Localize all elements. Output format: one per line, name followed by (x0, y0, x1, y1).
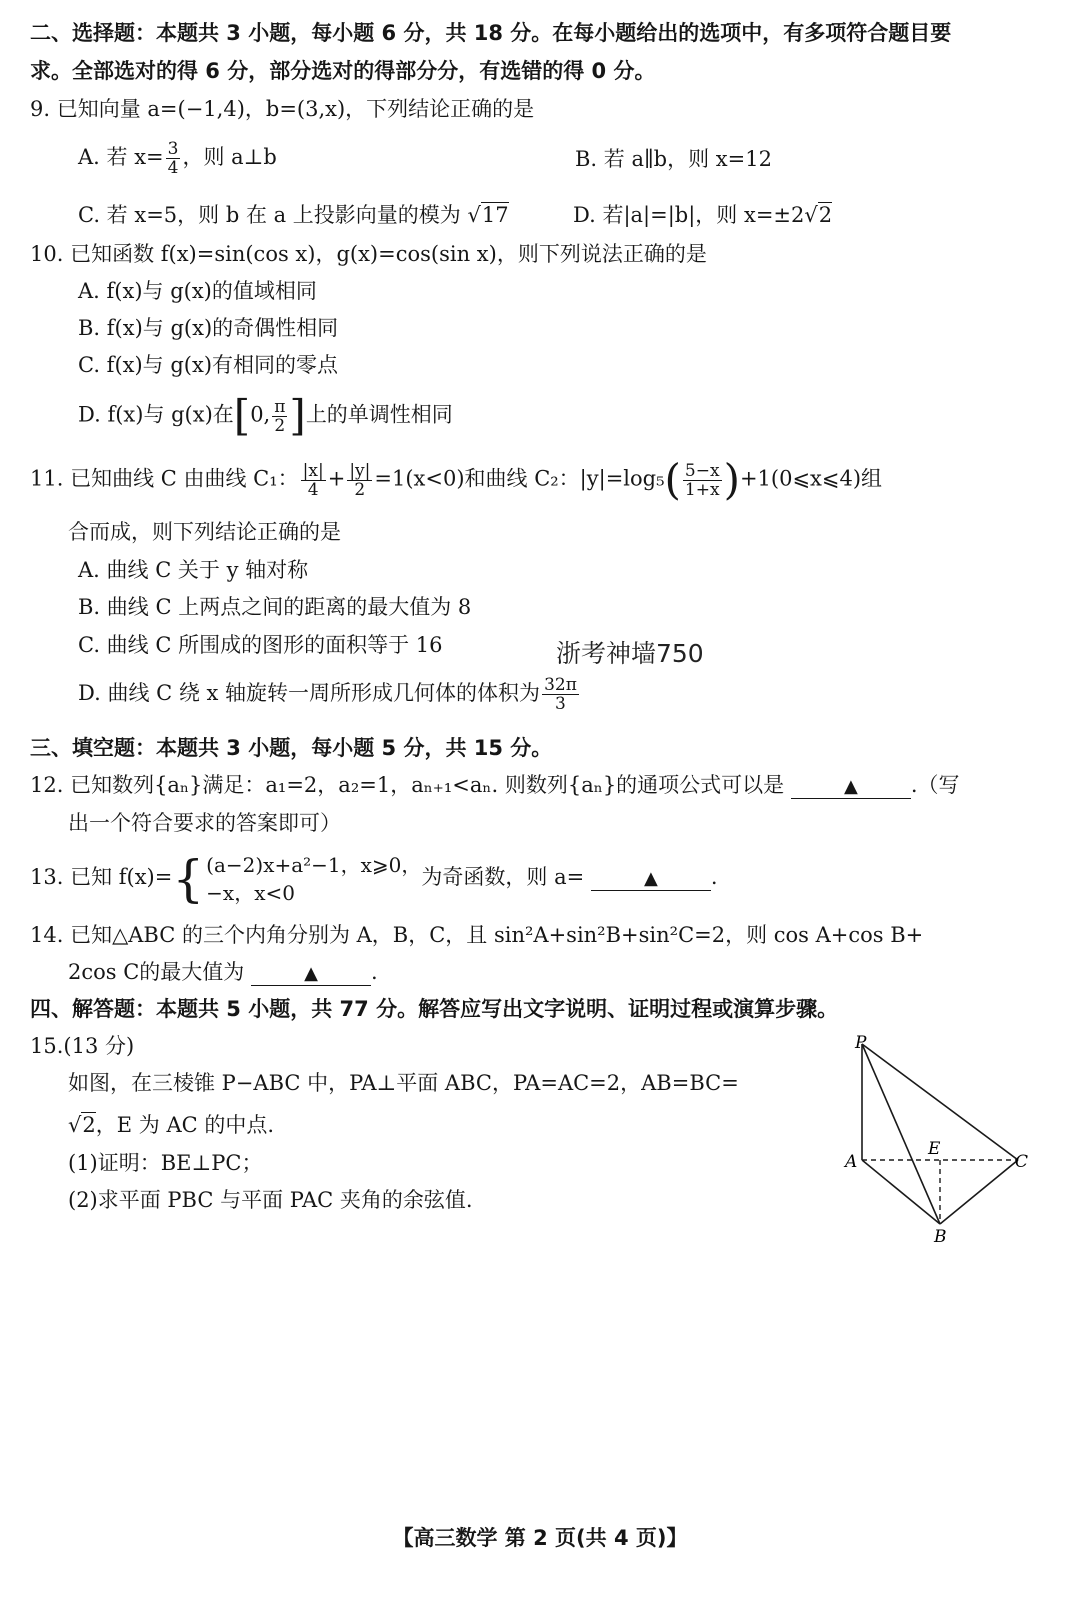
label-E: E (928, 1139, 941, 1159)
q14-line1: 14. 已知△ABC 的三个内角分别为 A，B，C，且 sin²A+sin²B+sin²C=2，则 cos A+cos B+ (30, 923, 924, 947)
q10-option-a: A. f(x)与 g(x)的值域相同 (78, 279, 317, 303)
q11-right-paren: ) (723, 455, 740, 504)
q10-d-right-bracket: ] (289, 391, 306, 440)
q14-answer-blank[interactable]: ▲ (251, 963, 371, 986)
q15-line2 (68, 1110, 274, 1140)
q9-a-suffix: ，则 a⊥b (182, 145, 277, 169)
pyramid-figure (835, 1030, 1035, 1245)
q10-option-c: C. f(x)与 g(x)有相同的零点 (78, 353, 339, 377)
q10-option-d (78, 391, 1056, 440)
q11-left-paren: ( (664, 455, 681, 504)
q14-end: . (370, 960, 378, 984)
q9-option-d (573, 200, 1056, 230)
q11-d-frac-den: 3 (555, 694, 566, 714)
section2-header-line1: 二、选择题：本题共 3 小题，每小题 6 分，共 18 分。在每小题给出的选项中，有多项符合题目要 (30, 21, 952, 45)
q12-prefix: 12. 已知数列{aₙ}满足：a₁=2，a₂=1，aₙ₊₁<aₙ. 则数列{aₙ}的通项公式可以是 (30, 773, 785, 797)
q13-case2: −x，x<0 (206, 880, 295, 905)
section3-header: 三、填空题：本题共 3 小题，每小题 5 分，共 15 分。 (30, 736, 553, 760)
q11-stem-line1 (30, 455, 1070, 506)
q12-line1 (30, 770, 1056, 800)
q13-brace: { (172, 849, 205, 908)
q9-c-root: 17 (481, 203, 509, 227)
q9-a-fraction (166, 140, 181, 177)
label-A: A (845, 1152, 858, 1172)
q10-d-frac-num: π (274, 396, 286, 417)
label-C: C (1015, 1152, 1029, 1172)
q11-frac1 (301, 462, 326, 499)
q9-d-prefix: D. 若|a|=|b|，则 x=±2√ (573, 203, 818, 227)
q10-option-b: B. f(x)与 g(x)的奇偶性相同 (78, 316, 339, 340)
q9-d-root: 2 (818, 203, 833, 227)
q9-a-prefix: A. 若 x= (78, 145, 164, 169)
q15-title: 15.(13 分) (30, 1034, 135, 1058)
q9-a-frac-num: 3 (167, 139, 179, 159)
q12-answer-blank[interactable]: ▲ (791, 776, 911, 799)
q11-f2-den: 2 (354, 479, 366, 500)
q10-d-prefix: D. f(x)与 g(x)在 (78, 402, 234, 427)
q11-plus: + (327, 466, 346, 491)
q11-d-frac-num: 32π (544, 675, 577, 695)
q14-line2-prefix: 2cos C的最大值为 (68, 960, 245, 984)
edge-BC (940, 1160, 1018, 1224)
q13-answer-blank[interactable]: ▲ (591, 868, 711, 891)
q13-suffix: 为奇函数，则 a= (421, 865, 585, 889)
q11-f3-num: 5−x (684, 460, 720, 481)
q11-d-fraction (542, 676, 579, 713)
q10-d-suffix: 上的单调性相同 (305, 402, 453, 427)
q13-end: . (710, 865, 718, 889)
q9-c-prefix: C. 若 x=5，则 b 在 a 上投影向量的模为 √ (78, 203, 481, 227)
q15-line2-suffix: ，E 为 AC 的中点. (95, 1113, 275, 1137)
q15-part1: (1)证明：BE⊥PC； (68, 1151, 263, 1175)
q11-f1-num: |x| (302, 460, 324, 481)
q11-stem-prefix: 11. 已知曲线 C 由曲线 C₁： (30, 466, 299, 491)
q11-d-prefix: D. 曲线 C 绕 x 轴旋转一周所形成几何体的体积为 (78, 681, 541, 705)
section4-header: 四、解答题：本题共 5 小题，共 77 分。解答应写出文字说明、证明过程或演算步骤。 (30, 997, 839, 1021)
q10-d-left-bracket: [ (233, 391, 251, 440)
q11-f2-num: |y| (349, 460, 371, 481)
q11-option-a: A. 曲线 C 关于 y 轴对称 (78, 558, 309, 582)
q10-d-frac-den: 2 (274, 415, 286, 436)
q10-d-fraction (272, 398, 287, 435)
q10-stem: 10. 已知函数 f(x)=sin(cos x)，g(x)=cos(sin x)，则下列说法正确的是 (30, 242, 707, 266)
q15-sqrt-root: 2 (82, 1113, 96, 1137)
q11-option-d (78, 676, 1056, 722)
q11-tail: +1(0⩽x⩽4)组 (739, 466, 883, 491)
q11-option-b: B. 曲线 C 上两点之间的距离的最大值为 8 (78, 595, 472, 619)
edge-PB (862, 1044, 940, 1224)
q9-stem: 9. 已知向量 a=(−1,4)，b=(3,x)，下列结论正确的是 (30, 97, 535, 121)
q9-option-b: B. 若 a∥b，则 x=12 (575, 147, 772, 171)
q15-part2: (2)求平面 PBC 与平面 PAC 夹角的余弦值. (68, 1188, 473, 1212)
q13-line (30, 845, 1056, 909)
q12-line2: 出一个符合要求的答案即可） (68, 811, 341, 835)
q11-frac2 (347, 462, 372, 499)
q11-f3-den: 1+x (684, 479, 720, 500)
watermark-text: 浙考神墙750 (556, 639, 704, 668)
q10-d-interval-left: 0, (250, 402, 271, 427)
q9-option-c (78, 200, 509, 230)
q11-option-c: C. 曲线 C 所围成的图形的面积等于 16 (78, 633, 443, 657)
q11-stem-line2: 合而成，则下列结论正确的是 (68, 520, 341, 544)
section2-header-line2: 求。全部选对的得 6 分，部分选对的得部分分，有选错的得 0 分。 (30, 59, 656, 83)
page-footer: 【高三数学 第 2 页(共 4 页)】 (392, 1526, 688, 1550)
q13-piecewise (172, 851, 421, 907)
q13-cases (206, 851, 421, 907)
q14-line2 (68, 957, 1056, 987)
q15-line1: 如图，在三棱锥 P−ABC 中，PA⊥平面 ABC，PA=AC=2，AB=BC= (68, 1071, 739, 1095)
q9-a-frac-den: 4 (167, 158, 179, 178)
q11-mid: =1(x<0)和曲线 C₂：|y|=log₅ (374, 466, 665, 491)
q13-case1: (a−2)x+a²−1，x⩾0， (206, 852, 422, 877)
label-P: P (855, 1033, 867, 1053)
label-B: B (934, 1227, 947, 1245)
q12-suffix: .（写 (910, 773, 960, 797)
q11-f1-den: 4 (307, 479, 319, 500)
q15-sqrt-sign: √ (68, 1113, 82, 1137)
edge-AB (862, 1160, 940, 1224)
q13-prefix: 13. 已知 f(x)= (30, 865, 173, 889)
q11-frac3 (683, 462, 722, 499)
